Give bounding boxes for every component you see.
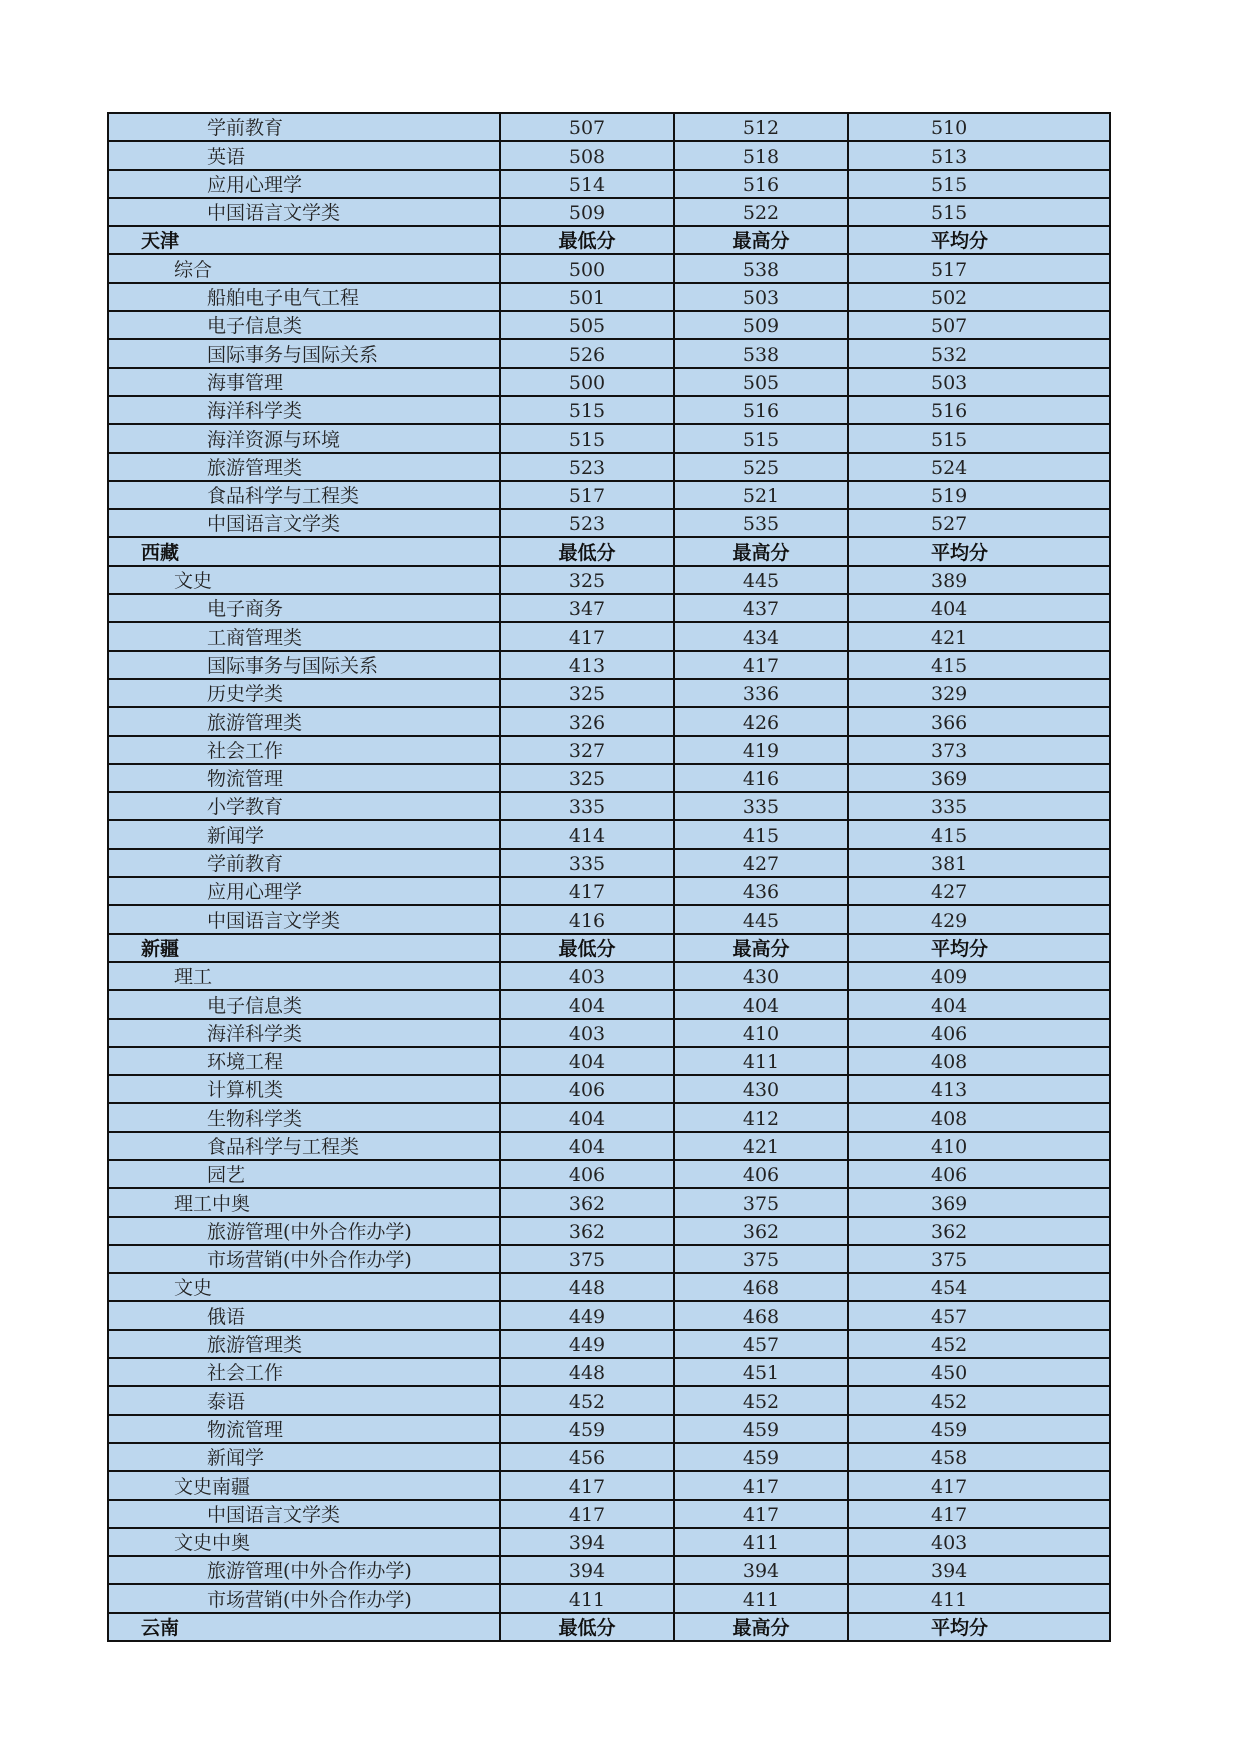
row-label: 海事管理 <box>108 368 500 396</box>
min-score-cell: 501 <box>500 283 674 311</box>
row-label: 新闻学 <box>108 820 500 848</box>
major-row <box>108 1047 1110 1075</box>
row-label: 文史 <box>108 566 500 594</box>
avg-score-cell: 373 <box>848 736 1110 764</box>
major-row <box>108 1132 1110 1160</box>
row-label: 船舶电子电气工程 <box>108 283 500 311</box>
major-row <box>108 764 1110 792</box>
max-score-cell: 336 <box>674 679 848 707</box>
column-header-avg: 平均分 <box>848 934 1110 962</box>
row-label: 海洋资源与环境 <box>108 424 500 452</box>
min-score-cell: 335 <box>500 849 674 877</box>
row-label: 市场营销(中外合作办学) <box>108 1584 500 1612</box>
major-row <box>108 1330 1110 1358</box>
major-row <box>108 1386 1110 1414</box>
row-label: 旅游管理(中外合作办学) <box>108 1556 500 1584</box>
row-label: 物流管理 <box>108 1415 500 1443</box>
max-score-cell: 518 <box>674 141 848 169</box>
max-score-cell: 516 <box>674 170 848 198</box>
row-label: 旅游管理(中外合作办学) <box>108 1217 500 1245</box>
avg-score-cell: 503 <box>848 368 1110 396</box>
row-label: 学前教育 <box>108 849 500 877</box>
avg-score-cell: 516 <box>848 396 1110 424</box>
avg-score-cell: 335 <box>848 792 1110 820</box>
avg-score-cell: 403 <box>848 1528 1110 1556</box>
avg-score-cell: 406 <box>848 1160 1110 1188</box>
min-score-cell: 417 <box>500 622 674 650</box>
max-score-cell: 503 <box>674 283 848 311</box>
avg-score-cell: 394 <box>848 1556 1110 1584</box>
row-label: 电子信息类 <box>108 990 500 1018</box>
max-score-cell: 505 <box>674 368 848 396</box>
major-row <box>108 877 1110 905</box>
max-score-cell: 434 <box>674 622 848 650</box>
min-score-cell: 404 <box>500 1132 674 1160</box>
min-score-cell: 403 <box>500 1019 674 1047</box>
min-score-cell: 406 <box>500 1160 674 1188</box>
row-label: 国际事务与国际关系 <box>108 651 500 679</box>
max-score-cell: 411 <box>674 1528 848 1556</box>
row-label: 旅游管理类 <box>108 453 500 481</box>
major-row <box>108 1301 1110 1329</box>
row-label: 旅游管理类 <box>108 1330 500 1358</box>
major-row <box>108 1358 1110 1386</box>
row-label: 学前教育 <box>108 113 500 141</box>
max-score-cell: 525 <box>674 453 848 481</box>
max-score-cell: 417 <box>674 1471 848 1499</box>
province-header-row <box>108 934 1110 962</box>
province-name: 云南 <box>108 1613 500 1641</box>
max-score-cell: 430 <box>674 962 848 990</box>
avg-score-cell: 429 <box>848 905 1110 933</box>
avg-score-cell: 517 <box>848 254 1110 282</box>
major-row <box>108 1019 1110 1047</box>
major-row <box>108 1075 1110 1103</box>
max-score-cell: 459 <box>674 1415 848 1443</box>
max-score-cell: 406 <box>674 1160 848 1188</box>
category-row <box>108 254 1110 282</box>
min-score-cell: 523 <box>500 453 674 481</box>
major-row <box>108 1500 1110 1528</box>
max-score-cell: 515 <box>674 424 848 452</box>
column-header-min: 最低分 <box>500 1613 674 1641</box>
avg-score-cell: 427 <box>848 877 1110 905</box>
row-label: 俄语 <box>108 1301 500 1329</box>
avg-score-cell: 362 <box>848 1217 1110 1245</box>
province-name: 新疆 <box>108 934 500 962</box>
min-score-cell: 411 <box>500 1584 674 1612</box>
min-score-cell: 404 <box>500 1047 674 1075</box>
row-label: 历史学类 <box>108 679 500 707</box>
max-score-cell: 452 <box>674 1386 848 1414</box>
min-score-cell: 515 <box>500 396 674 424</box>
major-row <box>108 311 1110 339</box>
row-label: 社会工作 <box>108 736 500 764</box>
avg-score-cell: 452 <box>848 1386 1110 1414</box>
max-score-cell: 426 <box>674 707 848 735</box>
major-row <box>108 170 1110 198</box>
max-score-cell: 416 <box>674 764 848 792</box>
avg-score-cell: 404 <box>848 990 1110 1018</box>
major-row <box>108 368 1110 396</box>
min-score-cell: 448 <box>500 1358 674 1386</box>
major-row <box>108 707 1110 735</box>
column-header-avg: 平均分 <box>848 226 1110 254</box>
min-score-cell: 417 <box>500 1471 674 1499</box>
row-label: 中国语言文学类 <box>108 905 500 933</box>
min-score-cell: 500 <box>500 368 674 396</box>
max-score-cell: 421 <box>674 1132 848 1160</box>
avg-score-cell: 421 <box>848 622 1110 650</box>
column-header-min: 最低分 <box>500 934 674 962</box>
avg-score-cell: 527 <box>848 509 1110 537</box>
avg-score-cell: 408 <box>848 1103 1110 1131</box>
min-score-cell: 456 <box>500 1443 674 1471</box>
major-row <box>108 622 1110 650</box>
avg-score-cell: 381 <box>848 849 1110 877</box>
column-header-max: 最高分 <box>674 1613 848 1641</box>
row-label: 综合 <box>108 254 500 282</box>
category-row <box>108 962 1110 990</box>
admission-scores-table <box>107 112 1111 1642</box>
min-score-cell: 417 <box>500 1500 674 1528</box>
major-row <box>108 1160 1110 1188</box>
avg-score-cell: 369 <box>848 764 1110 792</box>
max-score-cell: 411 <box>674 1047 848 1075</box>
max-score-cell: 538 <box>674 339 848 367</box>
avg-score-cell: 515 <box>848 198 1110 226</box>
max-score-cell: 417 <box>674 651 848 679</box>
min-score-cell: 526 <box>500 339 674 367</box>
max-score-cell: 412 <box>674 1103 848 1131</box>
min-score-cell: 406 <box>500 1075 674 1103</box>
avg-score-cell: 413 <box>848 1075 1110 1103</box>
row-label: 海洋科学类 <box>108 396 500 424</box>
column-header-avg: 平均分 <box>848 1613 1110 1641</box>
avg-score-cell: 410 <box>848 1132 1110 1160</box>
row-label: 中国语言文学类 <box>108 198 500 226</box>
avg-score-cell: 366 <box>848 707 1110 735</box>
min-score-cell: 523 <box>500 509 674 537</box>
min-score-cell: 509 <box>500 198 674 226</box>
avg-score-cell: 510 <box>848 113 1110 141</box>
max-score-cell: 538 <box>674 254 848 282</box>
major-row <box>108 1443 1110 1471</box>
max-score-cell: 437 <box>674 594 848 622</box>
major-row <box>108 141 1110 169</box>
row-label: 泰语 <box>108 1386 500 1414</box>
avg-score-cell: 415 <box>848 820 1110 848</box>
major-row <box>108 1584 1110 1612</box>
min-score-cell: 326 <box>500 707 674 735</box>
min-score-cell: 362 <box>500 1188 674 1216</box>
min-score-cell: 375 <box>500 1245 674 1273</box>
row-label: 新闻学 <box>108 1443 500 1471</box>
min-score-cell: 347 <box>500 594 674 622</box>
min-score-cell: 413 <box>500 651 674 679</box>
min-score-cell: 416 <box>500 905 674 933</box>
row-label: 应用心理学 <box>108 877 500 905</box>
max-score-cell: 404 <box>674 990 848 1018</box>
row-label: 社会工作 <box>108 1358 500 1386</box>
avg-score-cell: 452 <box>848 1330 1110 1358</box>
max-score-cell: 459 <box>674 1443 848 1471</box>
min-score-cell: 394 <box>500 1556 674 1584</box>
province-header-row <box>108 537 1110 565</box>
min-score-cell: 335 <box>500 792 674 820</box>
row-label: 海洋科学类 <box>108 1019 500 1047</box>
max-score-cell: 375 <box>674 1245 848 1273</box>
major-row <box>108 849 1110 877</box>
avg-score-cell: 406 <box>848 1019 1110 1047</box>
major-row <box>108 113 1110 141</box>
min-score-cell: 449 <box>500 1301 674 1329</box>
row-label: 电子商务 <box>108 594 500 622</box>
province-name: 天津 <box>108 226 500 254</box>
category-row <box>108 1273 1110 1301</box>
avg-score-cell: 454 <box>848 1273 1110 1301</box>
row-label: 旅游管理类 <box>108 707 500 735</box>
major-row <box>108 1103 1110 1131</box>
major-row <box>108 481 1110 509</box>
min-score-cell: 517 <box>500 481 674 509</box>
column-header-avg: 平均分 <box>848 537 1110 565</box>
major-row <box>108 820 1110 848</box>
row-label: 理工中奥 <box>108 1188 500 1216</box>
min-score-cell: 327 <box>500 736 674 764</box>
min-score-cell: 505 <box>500 311 674 339</box>
row-label: 计算机类 <box>108 1075 500 1103</box>
row-label: 国际事务与国际关系 <box>108 339 500 367</box>
row-label: 生物科学类 <box>108 1103 500 1131</box>
row-label: 工商管理类 <box>108 622 500 650</box>
column-header-max: 最高分 <box>674 537 848 565</box>
max-score-cell: 512 <box>674 113 848 141</box>
row-label: 中国语言文学类 <box>108 509 500 537</box>
max-score-cell: 430 <box>674 1075 848 1103</box>
major-row <box>108 594 1110 622</box>
major-row <box>108 283 1110 311</box>
row-label: 环境工程 <box>108 1047 500 1075</box>
row-label: 文史中奥 <box>108 1528 500 1556</box>
max-score-cell: 521 <box>674 481 848 509</box>
min-score-cell: 459 <box>500 1415 674 1443</box>
min-score-cell: 417 <box>500 877 674 905</box>
max-score-cell: 468 <box>674 1273 848 1301</box>
major-row <box>108 198 1110 226</box>
row-label: 食品科学与工程类 <box>108 1132 500 1160</box>
avg-score-cell: 458 <box>848 1443 1110 1471</box>
min-score-cell: 325 <box>500 679 674 707</box>
avg-score-cell: 532 <box>848 339 1110 367</box>
avg-score-cell: 519 <box>848 481 1110 509</box>
avg-score-cell: 524 <box>848 453 1110 481</box>
min-score-cell: 325 <box>500 566 674 594</box>
avg-score-cell: 515 <box>848 424 1110 452</box>
max-score-cell: 445 <box>674 566 848 594</box>
min-score-cell: 514 <box>500 170 674 198</box>
major-row <box>108 1556 1110 1584</box>
table-body <box>108 113 1110 1641</box>
avg-score-cell: 408 <box>848 1047 1110 1075</box>
max-score-cell: 411 <box>674 1584 848 1612</box>
max-score-cell: 535 <box>674 509 848 537</box>
province-name: 西藏 <box>108 537 500 565</box>
major-row <box>108 453 1110 481</box>
min-score-cell: 404 <box>500 1103 674 1131</box>
max-score-cell: 457 <box>674 1330 848 1358</box>
max-score-cell: 410 <box>674 1019 848 1047</box>
avg-score-cell: 409 <box>848 962 1110 990</box>
major-row <box>108 1217 1110 1245</box>
min-score-cell: 404 <box>500 990 674 1018</box>
max-score-cell: 509 <box>674 311 848 339</box>
min-score-cell: 414 <box>500 820 674 848</box>
column-header-max: 最高分 <box>674 226 848 254</box>
max-score-cell: 445 <box>674 905 848 933</box>
min-score-cell: 508 <box>500 141 674 169</box>
avg-score-cell: 375 <box>848 1245 1110 1273</box>
province-header-row <box>108 226 1110 254</box>
major-row <box>108 736 1110 764</box>
avg-score-cell: 369 <box>848 1188 1110 1216</box>
max-score-cell: 522 <box>674 198 848 226</box>
max-score-cell: 415 <box>674 820 848 848</box>
row-label: 文史 <box>108 1273 500 1301</box>
avg-score-cell: 329 <box>848 679 1110 707</box>
avg-score-cell: 457 <box>848 1301 1110 1329</box>
province-header-row <box>108 1613 1110 1641</box>
row-label: 英语 <box>108 141 500 169</box>
column-header-max: 最高分 <box>674 934 848 962</box>
row-label: 食品科学与工程类 <box>108 481 500 509</box>
major-row <box>108 905 1110 933</box>
min-score-cell: 325 <box>500 764 674 792</box>
min-score-cell: 448 <box>500 1273 674 1301</box>
category-row <box>108 1528 1110 1556</box>
row-label: 文史南疆 <box>108 1471 500 1499</box>
avg-score-cell: 404 <box>848 594 1110 622</box>
max-score-cell: 436 <box>674 877 848 905</box>
avg-score-cell: 417 <box>848 1500 1110 1528</box>
max-score-cell: 417 <box>674 1500 848 1528</box>
row-label: 理工 <box>108 962 500 990</box>
min-score-cell: 362 <box>500 1217 674 1245</box>
min-score-cell: 403 <box>500 962 674 990</box>
avg-score-cell: 415 <box>848 651 1110 679</box>
min-score-cell: 452 <box>500 1386 674 1414</box>
major-row <box>108 396 1110 424</box>
column-header-min: 最低分 <box>500 226 674 254</box>
avg-score-cell: 507 <box>848 311 1110 339</box>
max-score-cell: 419 <box>674 736 848 764</box>
avg-score-cell: 450 <box>848 1358 1110 1386</box>
category-row <box>108 566 1110 594</box>
row-label: 小学教育 <box>108 792 500 820</box>
min-score-cell: 394 <box>500 1528 674 1556</box>
avg-score-cell: 389 <box>848 566 1110 594</box>
row-label: 物流管理 <box>108 764 500 792</box>
row-label: 市场营销(中外合作办学) <box>108 1245 500 1273</box>
max-score-cell: 451 <box>674 1358 848 1386</box>
major-row <box>108 792 1110 820</box>
category-row <box>108 1188 1110 1216</box>
max-score-cell: 516 <box>674 396 848 424</box>
max-score-cell: 468 <box>674 1301 848 1329</box>
min-score-cell: 500 <box>500 254 674 282</box>
major-row <box>108 1245 1110 1273</box>
min-score-cell: 507 <box>500 113 674 141</box>
min-score-cell: 449 <box>500 1330 674 1358</box>
avg-score-cell: 502 <box>848 283 1110 311</box>
major-row <box>108 679 1110 707</box>
max-score-cell: 427 <box>674 849 848 877</box>
row-label: 中国语言文学类 <box>108 1500 500 1528</box>
major-row <box>108 990 1110 1018</box>
avg-score-cell: 513 <box>848 141 1110 169</box>
avg-score-cell: 411 <box>848 1584 1110 1612</box>
row-label: 园艺 <box>108 1160 500 1188</box>
min-score-cell: 515 <box>500 424 674 452</box>
major-row <box>108 509 1110 537</box>
major-row <box>108 339 1110 367</box>
category-row <box>108 1471 1110 1499</box>
major-row <box>108 424 1110 452</box>
max-score-cell: 394 <box>674 1556 848 1584</box>
avg-score-cell: 417 <box>848 1471 1110 1499</box>
major-row <box>108 651 1110 679</box>
max-score-cell: 362 <box>674 1217 848 1245</box>
avg-score-cell: 515 <box>848 170 1110 198</box>
major-row <box>108 1415 1110 1443</box>
row-label: 应用心理学 <box>108 170 500 198</box>
row-label: 电子信息类 <box>108 311 500 339</box>
column-header-min: 最低分 <box>500 537 674 565</box>
max-score-cell: 335 <box>674 792 848 820</box>
avg-score-cell: 459 <box>848 1415 1110 1443</box>
max-score-cell: 375 <box>674 1188 848 1216</box>
